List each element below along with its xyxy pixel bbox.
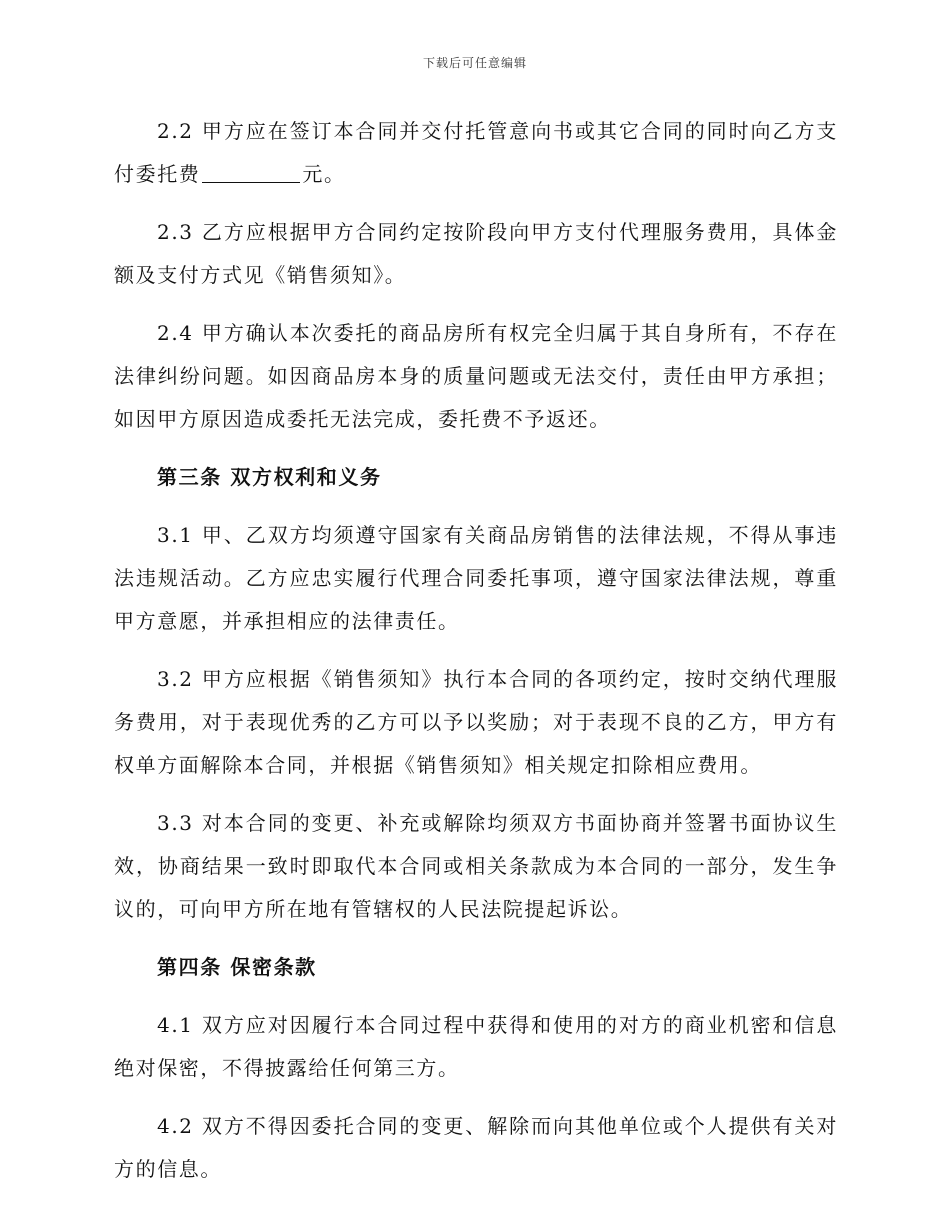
- clause-2-2-unit: 元。: [302, 162, 346, 186]
- clause-4-1: 4.1 双方应对因履行本合同过程中获得和使用的对方的商业机密和信息绝对保密，不得披露给任何第三方。: [114, 1013, 838, 1080]
- clause-2-4: 2.4 甲方确认本次委托的商品房所有权完全归属于其自身所有，不存在法律纠纷问题。如因商品房本身的质量问题或无法交付，责任由甲方承担；如因甲方原因造成委托无法完成，委托费不予返还。: [114, 321, 838, 431]
- article-3-heading: 第三条 双方权利和义务: [157, 465, 382, 489]
- document-body: [114, 110, 838, 1206]
- amount-blank: [202, 162, 300, 183]
- clause-3-1: 3.1 甲、乙双方均须遵守国家有关商品房销售的法律法规，不得从事违法违规活动。乙方应忠实履行代理合同委托事项，遵守国家法律法规，尊重甲方意愿，并承担相应的法律责任。: [114, 523, 838, 633]
- clause-2-2: [114, 110, 838, 196]
- clause-3-2: 3.2 甲方应根据《销售须知》执行本合同的各项约定，按时交纳代理服务费用，对于表现优秀的乙方可以予以奖励；对于表现不良的乙方，甲方有权单方面解除本合同，并根据《销售须知》相关规定扣除相应费用。: [114, 667, 838, 777]
- clause-2-3: 2.3 乙方应根据甲方合同约定按阶段向甲方支付代理服务费用，具体金额及支付方式见《销售须知》。: [114, 220, 838, 287]
- article-4-heading: 第四条 保密条款: [157, 955, 317, 979]
- page-header: 下载后可任意编辑: [422, 56, 527, 70]
- clause-3-3: 3.3 对本合同的变更、补充或解除均须双方书面协商并签署书面协议生效，协商结果一致时即取代本合同或相关条款成为本合同的一部分，发生争议的，可向甲方所在地有管辖权的人民法院提起诉讼。: [114, 811, 838, 921]
- clause-2-2-text: 2.2 甲方应在签订本合同并交付托管意向书或其它合同的同时向乙方支付委托费: [114, 119, 838, 186]
- clause-4-2: 4.2 双方不得因委托合同的变更、解除而向其他单位或个人提供有关对方的信息。: [114, 1114, 838, 1181]
